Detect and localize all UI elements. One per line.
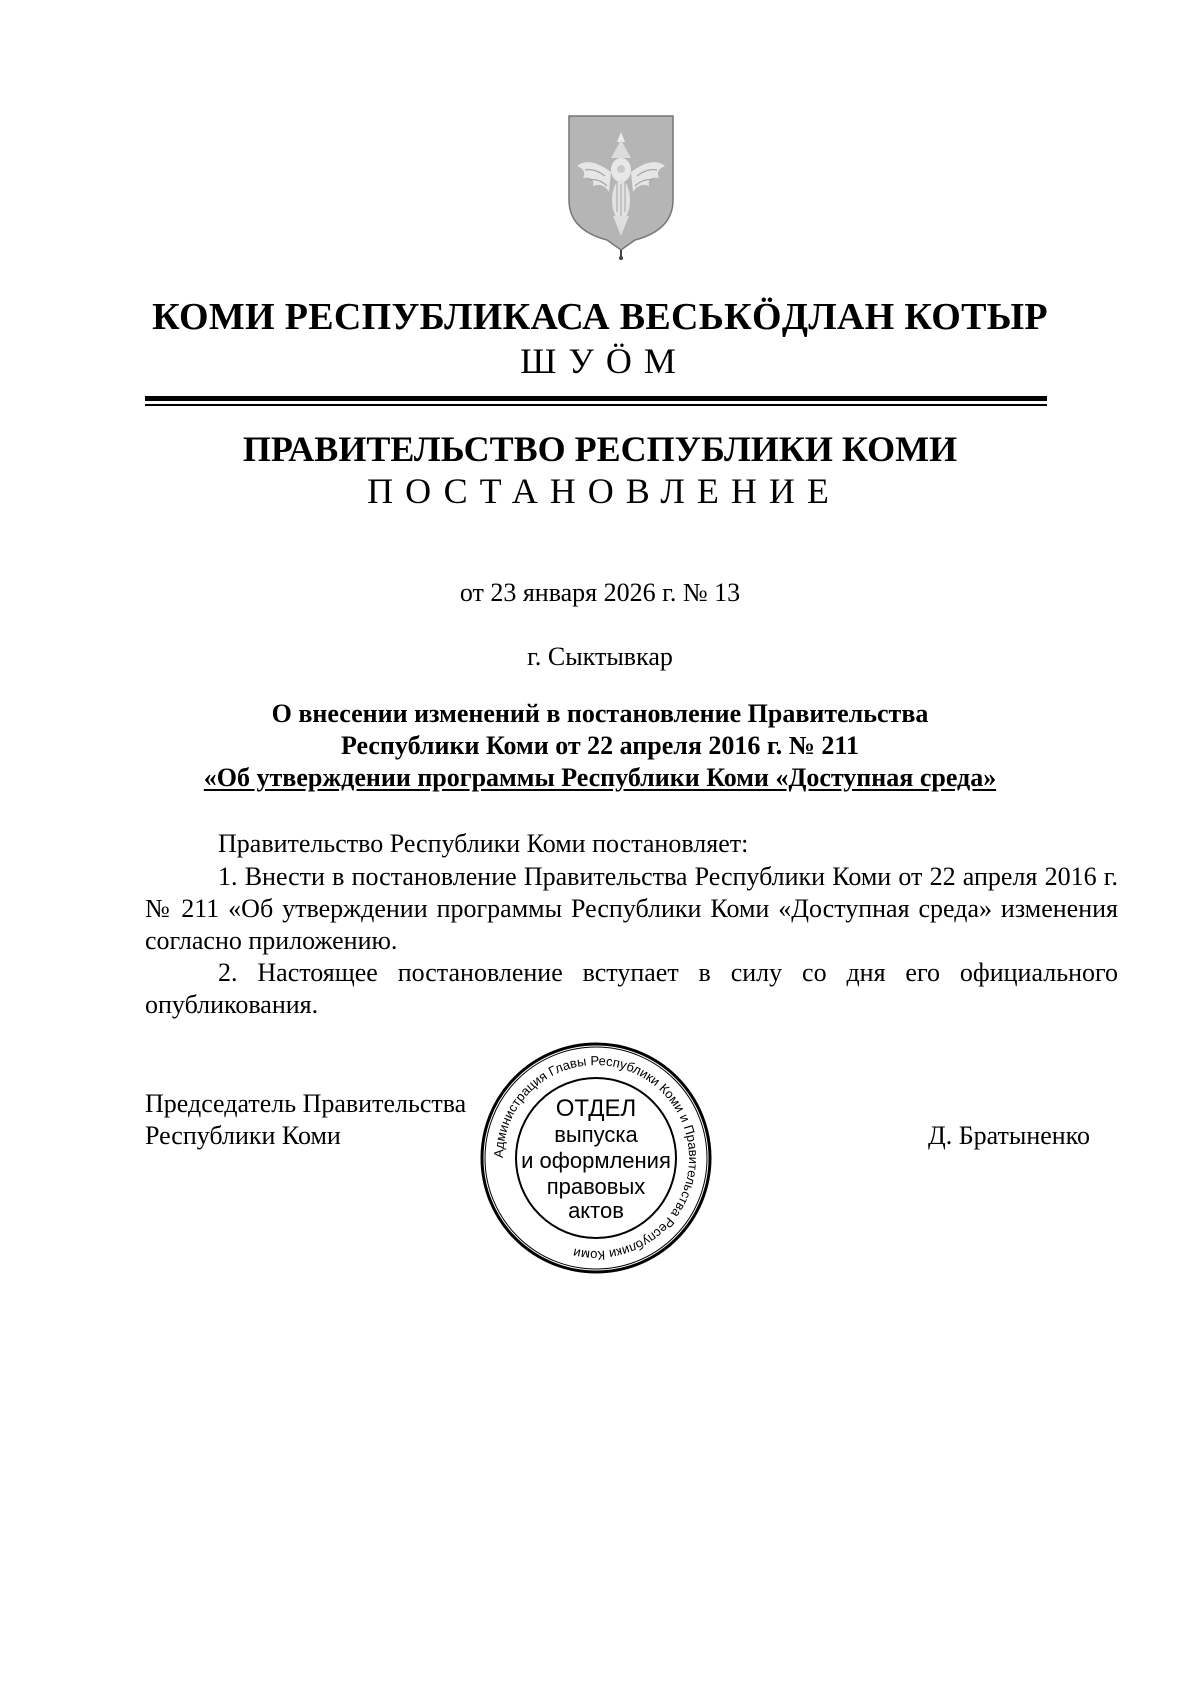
body-item-1-block [145, 861, 1118, 957]
komi-government-name: КОМИ РЕСПУБЛИКАСА ВЕСЬКӦДЛАН КОТЫР [152, 296, 1048, 338]
coat-of-arms-emblem [565, 112, 677, 262]
russian-government-name: ПРАВИТЕЛЬСТВО РЕСПУБЛИКИ КОМИ [242, 429, 958, 469]
header-divider-thick [145, 396, 1047, 401]
stamp-line-5: актов [568, 1198, 624, 1223]
signatory-name: Д. Братыненко [927, 1121, 1090, 1150]
russian-document-type: ПОСТАНОВЛЕНИЕ [367, 471, 841, 511]
official-stamp [478, 1040, 714, 1276]
stamp-line-4: правовых [546, 1174, 646, 1199]
stamp-line-3: и оформления [521, 1148, 671, 1173]
header-divider-thin [145, 404, 1047, 406]
body-item-1: 1. Внести в постановление Правительства Республики Коми от 22 апреля 2016 г. № 211 «Об утверждении программы Республики Коми «Доступная среда» изменения согласно приложению. [145, 862, 1118, 955]
body-intro: Правительство Республики Коми постановляет: [218, 829, 749, 858]
signatory-position-line-1: Председатель Правительства [145, 1089, 467, 1118]
body-item-2: 2. Настоящее постановление вступает в силу со дня его официального опубликования. [145, 958, 1118, 1019]
stamp-ring-text-path: Администрация Главы Республики Коми и Правительства Республики Коми [490, 1052, 702, 1264]
body-item-2-block [145, 957, 1118, 1021]
signatory-position-line-2: Республики Коми [145, 1121, 341, 1150]
stamp-line-2: выпуска [554, 1122, 638, 1147]
document-title-line-1: О внесении изменений в постановление Правительства [271, 699, 929, 728]
document-city: г. Сыктывкар [527, 642, 673, 671]
stamp-line-1: ОТДЕЛ [555, 1095, 637, 1122]
document-date-number: от 23 января 2026 г. № 13 [459, 578, 741, 607]
document-title-line-3: «Об утверждении программы Республики Коми «Доступная среда» [203, 763, 997, 792]
komi-document-type: ШУӦМ [520, 341, 688, 381]
document-title-line-2: Республики Коми от 22 апреля 2016 г. № 211 [341, 731, 859, 760]
signatory-position [145, 1088, 466, 1152]
